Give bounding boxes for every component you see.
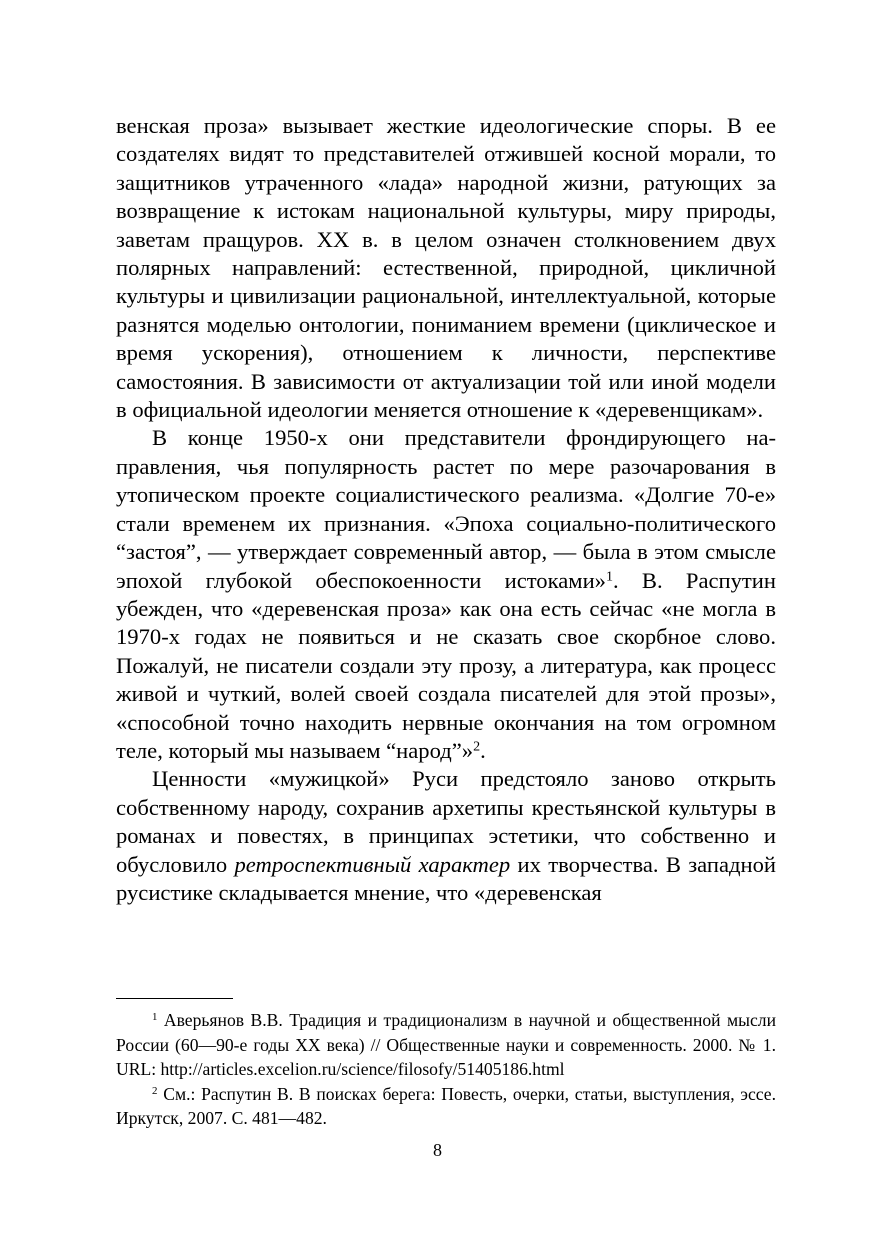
paragraph-2-text-c: . xyxy=(480,737,486,763)
footnote-1-text: Аверьянов В.В. Традиция и традиционализм в научной и общественной мысли России (60—90-е годы XX века) // Общественные науки и современность. 2000. № 1. URL: http://articles.excelion.ru/science/filosofy/51405186.html xyxy=(116,1010,776,1080)
footnote-divider xyxy=(116,998,233,999)
footnote-2-text: См.: Распутин В. В поисках берега: Повесть, очерки, статьи, выступления, эссе. Иркутск, 2007. С. 481—482. xyxy=(116,1083,776,1129)
paragraph-3-emphasis: ретроспективный характер xyxy=(234,851,511,877)
footnote-1 xyxy=(116,1008,776,1082)
footnote-1-number: 1 xyxy=(152,1011,158,1023)
paragraph-1-text: венская проза» вызывает жесткие идеологические споры. В ее создателях видят то представителей отжившей косной морали, то защитников утраченного «лада» народной жизни, ратующих за возвращение к истокам национальной культуры, миру природы, заветам пращуров. XX в. в целом означен столкновением двух полярных направлений: естественной, природной, цикличной культуры и цивилизации рациональной, интеллектуальной, которые разнятся моделью онтологии, пониманием времени (циклическое и время ускорения), отношением к личности, перспективе самостояния. В зависимости от актуализации той или иной модели в официальной идеологии меняется отношение к «деревенщикам». xyxy=(116,113,776,423)
paragraph-1 xyxy=(116,112,776,424)
main-text-block xyxy=(116,112,776,907)
footnote-ref-2[interactable]: 2 xyxy=(473,739,481,755)
footnotes-section xyxy=(116,998,776,1131)
paragraph-2-text-b: . В. Распутин убежден, что «деревенская проза» как она есть сейчас «не могла в 1970-х годах не появиться и не сказать свое скорбное слово. Пожалуй, не писатели создали эту прозу, а литература, как процесс живой и чуткий, волей своей создала писателей для этой прозы», «способной точно находить нервные окончания на том огромном теле, который мы называем “народ”» xyxy=(116,567,776,763)
footnote-ref-1[interactable]: 1 xyxy=(605,568,613,584)
paragraph-2 xyxy=(116,424,776,765)
paragraph-2-text-a: В конце 1950-х они представители фрондирующего направления, чья популярность растет по мере разочарования в утопическом проекте социалистического реализма. «Долгие 70-е» стали временем их признания. «Эпоха социально-политического “застоя”, — утверждает современный автор, — была в этом смысле эпохой глубокой обеспокоенности истоками» xyxy=(116,425,776,593)
paragraph-3-text-a: Ценности «мужицкой» Руси предстояло заново открыть собственному народу, сохранив архетипы крестьянской культуры в романах и повестях, в принципах эстетики, что собственно и обусловило xyxy=(116,766,776,877)
footnote-2 xyxy=(116,1082,776,1131)
page-number: 8 xyxy=(433,1140,442,1160)
footnote-2-number: 2 xyxy=(152,1084,158,1097)
paragraph-3 xyxy=(116,765,776,907)
paragraph-3-text-b: их творчества. В западной русистике складывается мнение, что «деревенская xyxy=(116,851,776,905)
